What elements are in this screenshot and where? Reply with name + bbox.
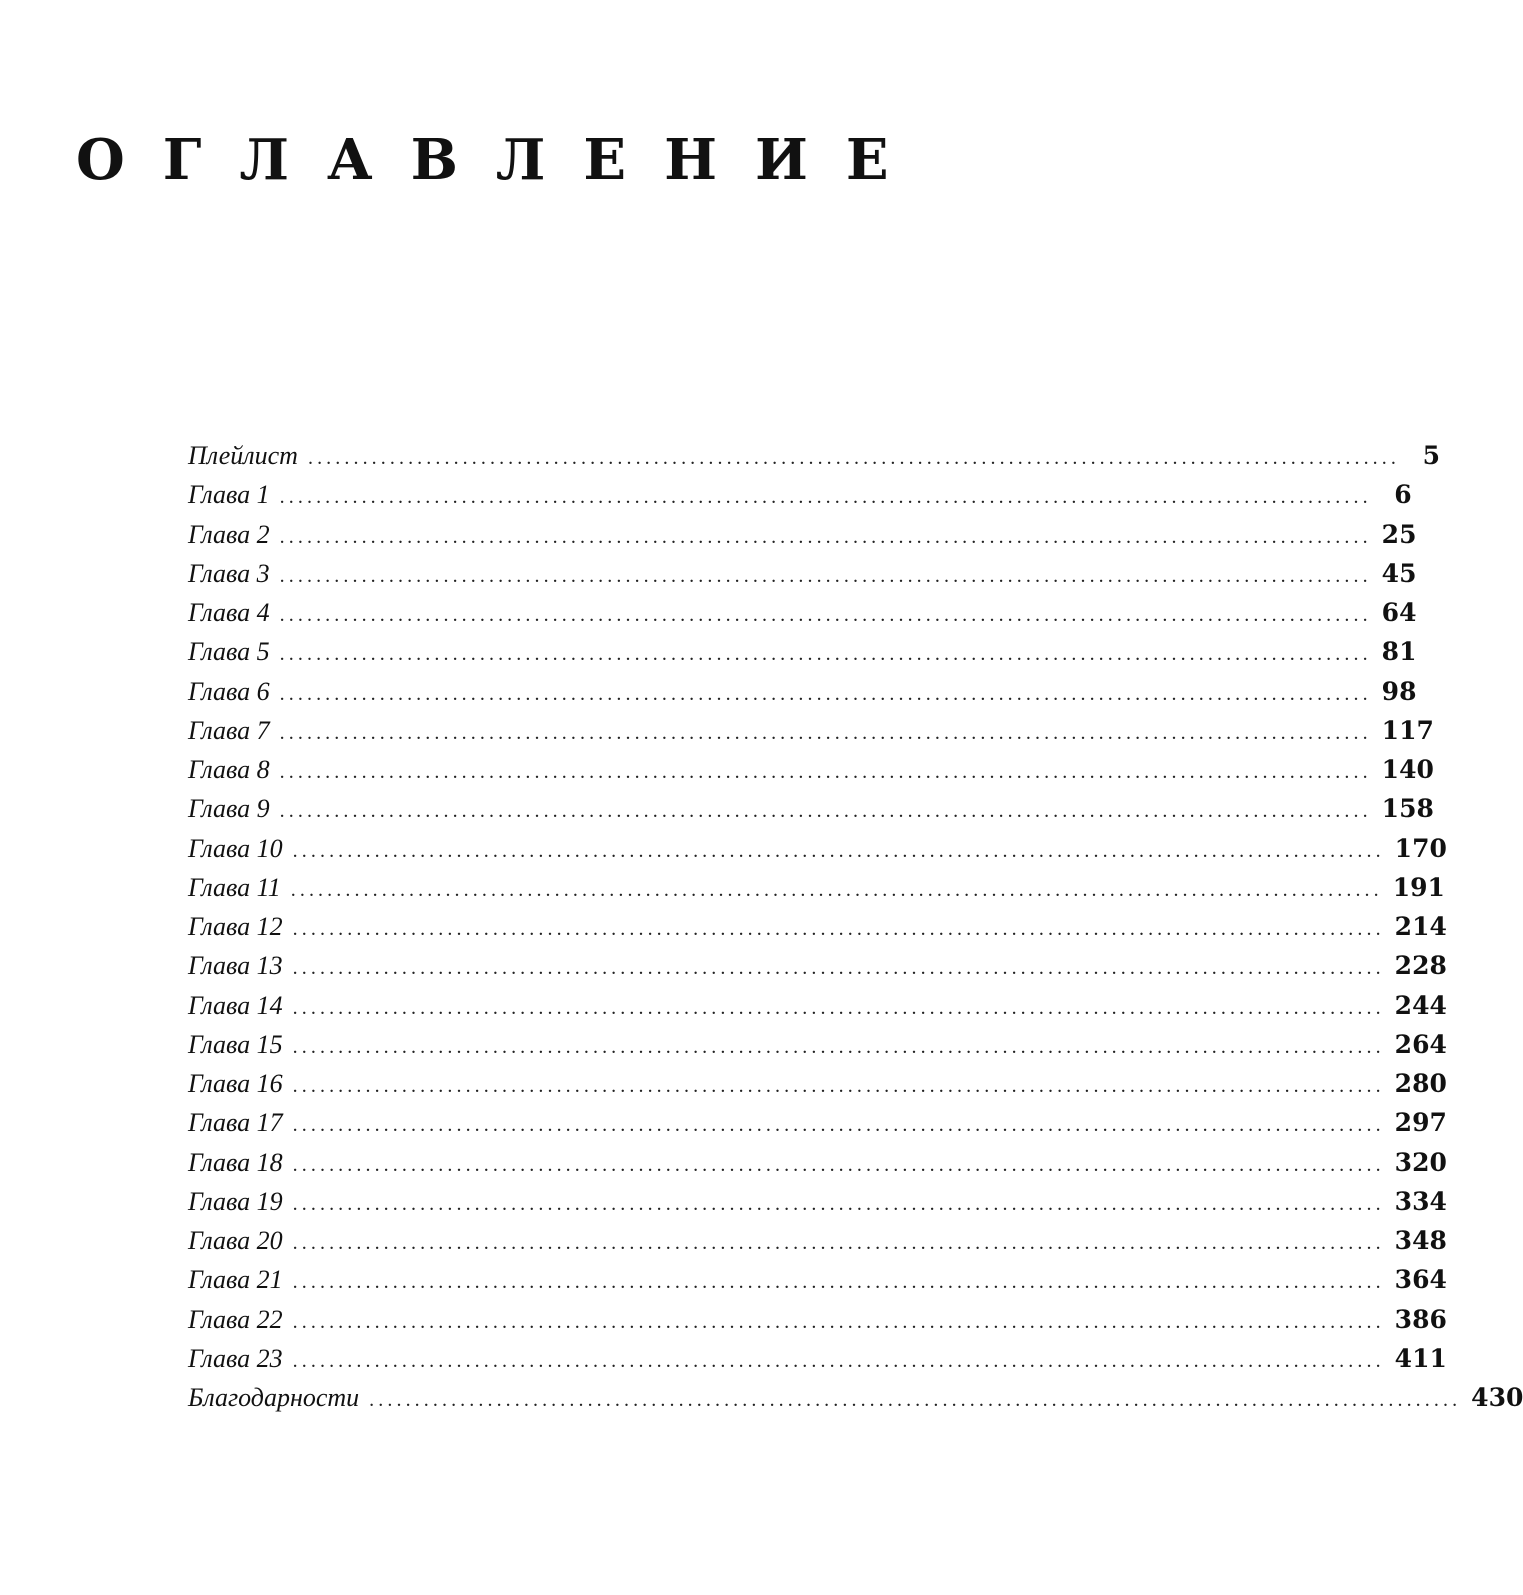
dot-leader: ........................................................................................................................	[292, 1075, 1385, 1097]
toc-entry-page-number: 170	[1394, 833, 1447, 863]
dot-leader: ........................................................................................................................	[279, 604, 1372, 626]
dot-leader: ........................................................................................................................	[292, 1310, 1385, 1333]
toc-entry-page-number: 280	[1394, 1069, 1447, 1098]
toc-entry	[188, 986, 1447, 1025]
dot-leader: ........................................................................................................................	[292, 1035, 1385, 1058]
dot-leader: ........................................................................................................................	[279, 800, 1372, 823]
toc-entry-title: Глава 8	[188, 755, 270, 784]
toc-entry-title: Глава 2	[188, 519, 270, 549]
toc-entry	[188, 515, 1417, 554]
toc-entry	[188, 946, 1447, 985]
toc-entry-title: Глава 23	[188, 1343, 283, 1373]
toc-entry-page-number: 81	[1381, 637, 1417, 667]
toc-entry	[188, 1260, 1447, 1299]
dot-leader: ........................................................................................................................	[292, 957, 1385, 980]
dot-leader: ........................................................................................................................	[292, 918, 1385, 940]
toc-entry-title: Глава 7	[188, 715, 270, 745]
toc-entry	[188, 1025, 1447, 1064]
toc-entry	[188, 829, 1447, 868]
dot-leader: ........................................................................................................................	[292, 1349, 1385, 1372]
page-title: ОГЛАВЛЕНИЕ	[76, 127, 927, 193]
toc-entry-page-number: 5	[1422, 441, 1440, 470]
toc-entry-title: Глава 1	[188, 480, 270, 510]
toc-entry-title: Глава 9	[188, 794, 270, 824]
toc-entry-title: Глава 11	[188, 872, 281, 902]
toc-entry-page-number: 6	[1394, 480, 1412, 510]
dot-leader: ........................................................................................................................	[292, 1271, 1385, 1294]
toc-entry-page-number: 158	[1381, 794, 1434, 824]
toc-entry-page-number: 25	[1381, 519, 1417, 549]
toc-entry-title: Глава 3	[188, 558, 270, 588]
toc-entry-title: Глава 17	[188, 1108, 283, 1138]
toc-entry	[188, 789, 1434, 828]
dot-leader: ........................................................................................................................	[292, 839, 1385, 862]
toc-entry-page-number: 45	[1381, 558, 1417, 588]
toc-entry	[188, 1221, 1447, 1260]
toc-entry-page-number: 386	[1394, 1304, 1447, 1334]
toc-entry	[188, 672, 1417, 711]
toc-entry-page-number: 214	[1394, 912, 1447, 941]
toc-entry	[188, 436, 1440, 475]
dot-leader: ........................................................................................................................	[292, 996, 1385, 1019]
toc-entry-title: Плейлист	[188, 441, 298, 470]
toc-entry-page-number: 411	[1394, 1343, 1447, 1373]
toc-entry	[188, 632, 1417, 671]
toc-entry	[188, 1143, 1447, 1182]
toc-entry-page-number: 364	[1394, 1265, 1447, 1295]
toc-entry-title: Глава 21	[188, 1265, 283, 1295]
dot-leader: ........................................................................................................................	[307, 447, 1400, 469]
dot-leader: ........................................................................................................................	[292, 1192, 1385, 1215]
toc-entry-title: Глава 14	[188, 990, 283, 1020]
dot-leader: ........................................................................................................................	[279, 564, 1372, 587]
toc-entry-page-number: 264	[1394, 1029, 1447, 1059]
toc-entry	[188, 554, 1417, 593]
toc-entry-title: Глава 16	[188, 1069, 283, 1098]
toc-entry	[188, 711, 1434, 750]
toc-entry	[188, 1378, 1523, 1417]
dot-leader: ........................................................................................................................	[279, 525, 1372, 548]
toc-entry	[188, 1064, 1447, 1103]
toc-entry-page-number: 64	[1381, 598, 1417, 627]
dot-leader: ........................................................................................................................	[292, 1153, 1385, 1176]
toc-entry-page-number: 191	[1392, 872, 1445, 902]
toc-entry-page-number: 320	[1394, 1147, 1447, 1177]
toc-entry	[188, 1339, 1447, 1378]
toc-entry-page-number: 140	[1381, 755, 1434, 784]
toc-entry-title: Глава 5	[188, 637, 270, 667]
dot-leader: ........................................................................................................................	[369, 1389, 1462, 1411]
dot-leader: ........................................................................................................................	[279, 761, 1372, 783]
toc-entry-page-number: 117	[1381, 715, 1434, 745]
dot-leader: ........................................................................................................................	[292, 1114, 1385, 1137]
toc-entry-title: Глава 18	[188, 1147, 283, 1177]
toc-entry-page-number: 228	[1394, 951, 1447, 981]
toc-entry-title: Глава 12	[188, 912, 283, 941]
toc-entry	[188, 1103, 1447, 1142]
toc-entry-title: Глава 22	[188, 1304, 283, 1334]
dot-leader: ........................................................................................................................	[279, 643, 1372, 666]
dot-leader: ........................................................................................................................	[292, 1232, 1385, 1254]
dot-leader: ........................................................................................................................	[279, 682, 1372, 705]
toc-entry	[188, 593, 1417, 632]
toc-entry-page-number: 430	[1471, 1383, 1523, 1412]
table-of-contents	[188, 436, 1523, 1417]
toc-entry-title: Глава 20	[188, 1226, 283, 1255]
toc-entry-page-number: 244	[1394, 990, 1447, 1020]
toc-entry-page-number: 348	[1394, 1226, 1447, 1255]
toc-entry-title: Глава 19	[188, 1186, 283, 1216]
toc-entry	[188, 1300, 1447, 1339]
toc-entry	[188, 475, 1412, 514]
toc-entry-title: Глава 13	[188, 951, 283, 981]
toc-entry-page-number: 334	[1394, 1186, 1447, 1216]
dot-leader: ........................................................................................................................	[279, 721, 1372, 744]
toc-entry-title: Глава 6	[188, 676, 270, 706]
toc-entry-title: Глава 10	[188, 833, 283, 863]
toc-entry-page-number: 297	[1394, 1108, 1447, 1138]
toc-entry-page-number: 98	[1381, 676, 1417, 706]
toc-entry	[188, 907, 1447, 946]
toc-entry	[188, 750, 1434, 789]
toc-entry	[188, 868, 1445, 907]
dot-leader: ........................................................................................................................	[290, 878, 1383, 901]
dot-leader: ........................................................................................................................	[279, 486, 1372, 509]
toc-entry	[188, 1182, 1447, 1221]
toc-entry-title: Глава 4	[188, 598, 270, 627]
toc-entry-title: Глава 15	[188, 1029, 283, 1059]
toc-entry-title: Благодарности	[188, 1383, 360, 1412]
